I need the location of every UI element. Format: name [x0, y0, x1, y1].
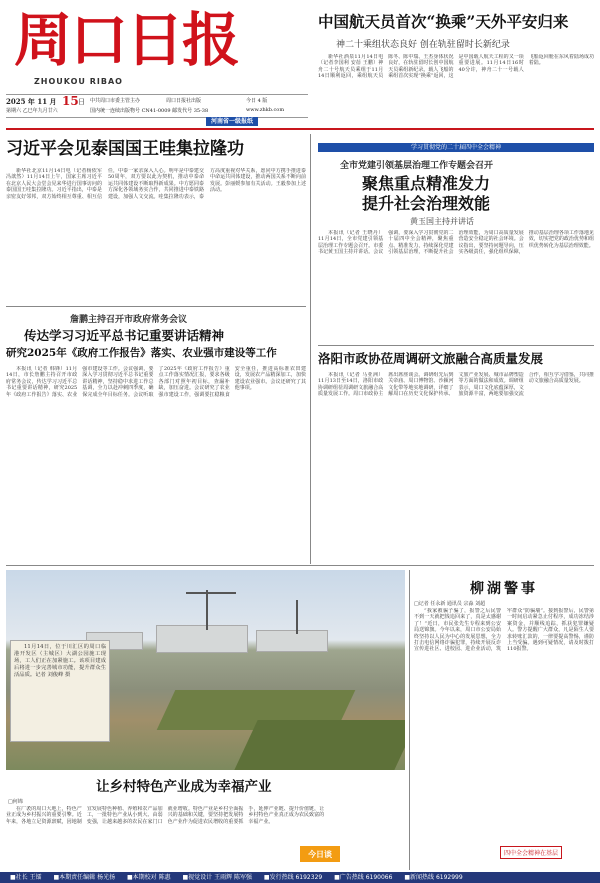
feature-headline[interactable]: 让乡村特色产业成为幸福产业	[96, 779, 272, 795]
study-byline: 黄玉国主持并讲话	[410, 217, 474, 226]
luoyang-headline[interactable]: 洛阳市政协莅周调研文旅融合高质量发展	[318, 351, 544, 366]
lunar-date: 第期六 乙巳年九月廿六	[6, 108, 58, 114]
lead-body: 新华社北京11月14日电（记者杨依军 冯歆然）11月14日上午，国家主席习近平在北京人民大会堂会见来华进行国事访问的泰国国王哇集拉隆功。习近平指出，中泰是亲密友好邻邦，双方始终相互尊重、相互信任，中泰一家亲深入人心。明年是中泰建交50周年，双方要以此为契机，推动中泰命运共同体建设不断取得新成果。中方愿同泰方深化各领域务实合作，共同推进中泰铁路建设，加强人文交流。哇集拉隆功表示，泰方高度重视对华关系，愿同中方携手推进泰中命运共同体建设，推动两国关系不断向前发展。彭丽媛参加有关活动。王毅参加上述活动。	[6, 168, 306, 200]
grade-badge: 河南省一级报纸	[206, 117, 258, 126]
promo-badge[interactable]: 今日谈	[300, 846, 340, 862]
column-title[interactable]: 柳湖警事	[470, 581, 538, 597]
publisher: 中共周口市委主管主办	[90, 98, 141, 104]
issue-day: 15	[62, 94, 79, 108]
lead-headline[interactable]: 习近平会见泰国国王哇集拉隆功	[6, 139, 244, 159]
top-story-body: 新华社酒泉11月14日电（记者李国利 安蓓 王鹏）神舟二十号航天员乘组于11月14日顺利返回，乘组航天员陈冬、陈中瑞、王杰身体状况良好，在轨驻留时长创中国航天员乘组新纪录。载人飞船的乘组首次实现“换乘”返回，这是中国载人航天工程的又一项重要进展。11月14日16时40分许，神舟二十一号载人飞船返回舱在东风着陆场成功着陆。	[318, 54, 594, 80]
gov-body: 本报讯（记者 韩锋）11月14日，市长詹鹏主持召开市政府常务会议，传达学习习近平总书记重要讲话精神，研究2025年《政府工作报告》落实、农业强市建设等工作。会议强调，要深入学习贯彻习近平总书记重要讲话精神，坚持稳中求进工作总基调，全力以赴冲刺四季度，确保完成全年目标任务。会议听取了2025年《政府工作报告》重点工作落实情况汇报，要求各级各部门对照年初目标，查漏补缺，加压奋进。会议研究了农业强市建设工作，强调要扛稳粮食安全重任，推进高标准农田建设，发展农产品精深加工，加快建设农业强市。会议还研究了其他事项。	[6, 366, 306, 398]
footer-bar	[0, 872, 600, 883]
footer-item: ■视觉设计 王雨辉 陈军强	[182, 874, 252, 881]
issue-weekday: 日	[78, 98, 85, 106]
publisher-2: 周口日报社出版	[166, 98, 202, 104]
feature-body: 在广袤的周口大地上，特色产业正成为乡村振兴的重要引擎。近年来，各地立足资源禀赋，因地制宜发展特色种植、养殖和农产品加工，一批特色产业从小到大、由弱变强，让越来越多的农民在家门口就业增收。特色产业是乡村全面振兴的基础和关键，要坚持把发展特色产业作为促进农民增收的重要抓手，延伸产业链、提升价值链，让乡村特色产业真正成为农民致富的幸福产业。	[6, 806, 325, 825]
cn-number: 国内统一连续出版物号 CN41-0009 邮发代号 35-38	[90, 108, 209, 114]
study-headline-2[interactable]: 提升社会治理效能	[362, 194, 491, 213]
gov-headline-1[interactable]: 传达学习习近平总书记重要讲话精神	[24, 328, 225, 343]
photo-caption: 11月14日，位于川汇区的周口临港开发区（主城区）大湖公园施工现场，工人们正在加紧施工。该项目建成后将进一步完善城市功能，提升群众生活品质。记者 刘俊峰 摄	[10, 640, 110, 742]
footer-item: ■广告热线 6190066	[334, 874, 393, 881]
top-story-headline[interactable]: 中国航天员首次“换乘”天外平安归来	[318, 12, 569, 31]
gov-headline-2[interactable]: 研究2025年《政府工作报告》落实、农业强市建设等工作	[6, 347, 277, 359]
footer-item: ■社长 王镭	[10, 874, 42, 881]
feature-tag: □何锦	[8, 799, 23, 805]
website: www.zhkb.com	[246, 107, 285, 113]
column-byline: □记者 任永新 通讯员 宗淼 刘超	[414, 601, 486, 607]
footer-item: ■本期责任编辑 杨光扬	[53, 874, 116, 881]
footer-item: ■新闻热线 6192999	[404, 874, 463, 881]
study-kicker: 全市党建引领基层治理工作专题会召开	[340, 161, 494, 171]
promo-note[interactable]: 四中全会精神在基层	[500, 846, 562, 859]
page-count: 今日 4 版	[246, 98, 268, 104]
column-body: “我家被骗子骗了，报警之后民警不到一天就把钱追回来了，真是太感谢了！”近日，市民张先生专程来到公安局送锦旗。今年以来，周口市公安局始终坚持以人民为中心的发展思想，全力打击电信网络诈骗犯罪，持续开展反诈宣传进社区、进校园、进企业活动，筑牢群众“防骗墙”。接到报警后，民警第一时间启动紧急止付程序，成功冻结涉案资金，并顺线追踪，抓获犯罪嫌疑人。警方提醒广大群众，凡是陌生人要求转账汇款的，一律要提高警惕，谨防上当受骗。遇到可疑情况，请及时拨打110报警。	[414, 608, 594, 653]
study-headline-1[interactable]: 聚焦重点精准发力	[362, 174, 491, 193]
luoyang-body: 本报讯（记者 马亚洲）11月13日至14日，洛阳市政协调研组莅周调研文旅融合高质量发展工作。周口市政协主席出席座谈会。调研组先后到关帝庙、周口博物馆、沙颍河文化带等地实地调研，详细了解周口在历史文化保护传承、文旅产业发展、城市品牌塑造等方面的做法和成效。调研组表示，周口文化底蕴深厚，文旅资源丰富，两地要加强交流合作，相互学习借鉴，共同推动文旅融合高质量发展。	[318, 372, 594, 398]
masthead-pinyin: ZHOUKOU RIBAO	[34, 77, 123, 86]
footer-item: ■本期校对 陈惠	[127, 874, 171, 881]
issue-date: 2025 年 11 月	[6, 97, 57, 106]
gov-kicker: 詹鹏主持召开市政府常务会议	[70, 315, 188, 325]
study-body: 本报讯（记者 王晓丹）11月14日，全市党建引领基层治理工作专题会召开。市委书记黄玉国主持并讲话。会议强调，要深入学习贯彻党的二十届四中全会精神，聚焦重点、精准发力，持续深化党建引领基层治理，不断提升社会治理效能，为周口高质量发展营造安全稳定的社会环境。会议指出，要坚持问题导向，压实各级责任，强化组织保障，推动基层治理各项工作落地见效，切实把党的政治优势和组织优势转化为基层治理效能。	[318, 230, 594, 256]
top-story-subtitle: 神二十乘组状态良好 创在轨驻留时长新纪录	[336, 40, 510, 50]
footer-item: ■发行热线 6192329	[263, 874, 323, 881]
masthead-logo: 周口日报	[14, 6, 239, 74]
study-banner: 学习贯彻党的二十届四中全会精神	[318, 143, 594, 152]
